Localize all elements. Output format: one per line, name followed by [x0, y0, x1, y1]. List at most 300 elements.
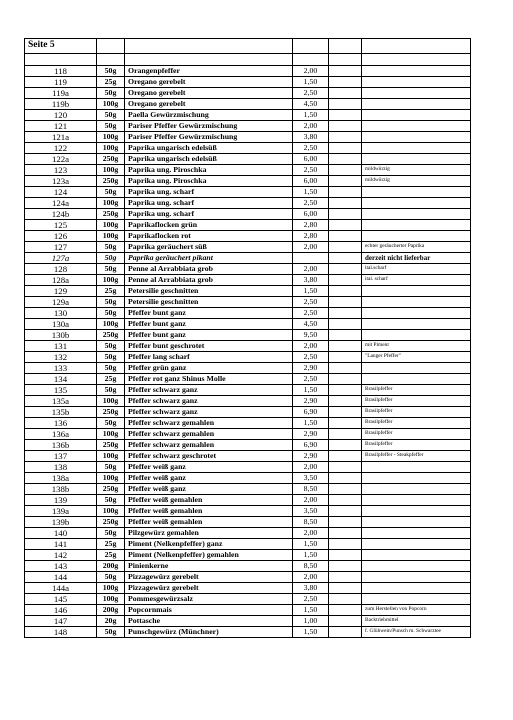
note-cell	[362, 187, 471, 198]
item-number-cell: 127	[25, 242, 97, 253]
table-row	[25, 352, 471, 363]
empty-cell	[329, 374, 362, 385]
price-cell: 1,50	[293, 187, 329, 198]
empty-cell	[329, 462, 362, 473]
table-row	[25, 297, 471, 308]
empty-cell	[329, 330, 362, 341]
item-number-cell: 122a	[25, 154, 97, 165]
price-cell: 3,80	[293, 583, 329, 594]
price-cell: 2,50	[293, 165, 329, 176]
price-cell: 2,50	[293, 88, 329, 99]
amount-cell: 50g	[97, 418, 125, 429]
amount-cell: 50g	[97, 297, 125, 308]
amount-cell: 100g	[97, 165, 125, 176]
empty-cell	[329, 319, 362, 330]
amount-cell: 20g	[97, 616, 125, 627]
price-cell: 4,50	[293, 99, 329, 110]
note-cell	[362, 319, 471, 330]
note-cell	[362, 121, 471, 132]
note-cell: Brasilpfeffer	[362, 429, 471, 440]
item-number-cell: 144a	[25, 583, 97, 594]
product-name-cell: Paprika geräuchert pikant	[125, 253, 293, 264]
price-cell: 2,00	[293, 528, 329, 539]
empty-cell	[329, 506, 362, 517]
table-row	[25, 495, 471, 506]
price-cell: 1,50	[293, 385, 329, 396]
note-cell: ital. scharf	[362, 275, 471, 286]
note-cell: zum Herstellen von Popcorn	[362, 605, 471, 616]
note-cell	[362, 462, 471, 473]
item-number-cell: 144	[25, 572, 97, 583]
amount-cell: 100g	[97, 396, 125, 407]
amount-cell: 200g	[97, 605, 125, 616]
product-name-cell: Piment (Nelkenpfeffer) gemahlen	[125, 550, 293, 561]
table-row	[25, 209, 471, 220]
amount-cell: 50g	[97, 627, 125, 638]
table-row	[25, 121, 471, 132]
product-name-cell: Pfeffer schwarz ganz	[125, 407, 293, 418]
empty-cell	[329, 66, 362, 77]
empty-cell	[329, 231, 362, 242]
note-cell	[362, 330, 471, 341]
amount-cell: 50g	[97, 88, 125, 99]
amount-cell: 50g	[97, 572, 125, 583]
empty-cell	[329, 121, 362, 132]
amount-cell: 100g	[97, 198, 125, 209]
table-row	[25, 572, 471, 583]
price-cell: 2,80	[293, 220, 329, 231]
price-cell: 2,50	[293, 297, 329, 308]
amount-cell: 100g	[97, 319, 125, 330]
product-name-cell: Pfeffer schwarz geschrotet	[125, 451, 293, 462]
table-row	[25, 330, 471, 341]
empty-cell	[329, 286, 362, 297]
empty-cell	[329, 528, 362, 539]
product-name-cell: Pfeffer bunt ganz	[125, 330, 293, 341]
product-name-cell: Pariser Pfeffer Gewürzmischung	[125, 121, 293, 132]
product-name-cell: Paprikaflocken rot	[125, 231, 293, 242]
product-name-cell: Pfeffer schwarz ganz	[125, 396, 293, 407]
table-row	[25, 396, 471, 407]
amount-cell: 50g	[97, 363, 125, 374]
amount-cell: 50g	[97, 253, 125, 264]
table-row	[25, 440, 471, 451]
price-cell: 1,50	[293, 605, 329, 616]
amount-cell: 100g	[97, 275, 125, 286]
amount-cell: 250g	[97, 176, 125, 187]
item-number-cell: 138a	[25, 473, 97, 484]
amount-cell: 50g	[97, 385, 125, 396]
note-cell	[362, 77, 471, 88]
price-cell: 8,50	[293, 517, 329, 528]
product-name-cell: Paprika ungarisch edelsüß	[125, 143, 293, 154]
table-row	[25, 165, 471, 176]
price-cell: 9,50	[293, 330, 329, 341]
price-cell: 2,90	[293, 363, 329, 374]
item-number-cell: 136	[25, 418, 97, 429]
item-number-cell: 130b	[25, 330, 97, 341]
item-number-cell: 131	[25, 341, 97, 352]
product-name-cell: Pfeffer bunt geschrotet	[125, 341, 293, 352]
table-row	[25, 275, 471, 286]
amount-cell: 25g	[97, 286, 125, 297]
product-name-cell: Paprika ung. Piroschka	[125, 165, 293, 176]
amount-cell: 25g	[97, 374, 125, 385]
item-number-cell: 130	[25, 308, 97, 319]
table-row	[25, 363, 471, 374]
price-cell: 1,50	[293, 539, 329, 550]
product-name-cell: Paprika ung. scharf	[125, 209, 293, 220]
empty-cell	[329, 352, 362, 363]
product-name-cell: Pizzagewürz gerebelt	[125, 572, 293, 583]
amount-cell: 200g	[97, 561, 125, 572]
item-number-cell: 135b	[25, 407, 97, 418]
table-row	[25, 220, 471, 231]
price-cell: 2,00	[293, 495, 329, 506]
product-name-cell: Paprika ung. scharf	[125, 198, 293, 209]
item-number-cell: 121	[25, 121, 97, 132]
note-cell: derzeit nicht lieferbar	[362, 253, 471, 264]
amount-cell: 50g	[97, 308, 125, 319]
table-row	[25, 616, 471, 627]
product-name-cell: Pfeffer weiß ganz	[125, 473, 293, 484]
empty-cell	[329, 572, 362, 583]
note-cell: Brasilpfeffer	[362, 407, 471, 418]
note-cell	[362, 473, 471, 484]
note-cell	[362, 550, 471, 561]
note-cell	[362, 374, 471, 385]
header-cell	[362, 39, 471, 54]
note-cell	[362, 495, 471, 506]
product-name-cell: Penne al Arrabbiata grob	[125, 264, 293, 275]
note-cell: mildwürzig	[362, 176, 471, 187]
empty-cell	[329, 341, 362, 352]
note-cell	[362, 198, 471, 209]
item-number-cell: 136a	[25, 429, 97, 440]
item-number-cell: 119a	[25, 88, 97, 99]
note-cell: Brasilpfeffer	[362, 418, 471, 429]
empty-cell	[329, 77, 362, 88]
product-name-cell: Pfeffer weiß gemahlen	[125, 517, 293, 528]
price-cell: 2,50	[293, 308, 329, 319]
empty-cell	[329, 517, 362, 528]
empty-cell	[329, 627, 362, 638]
item-number-cell: 121a	[25, 132, 97, 143]
amount-cell: 100g	[97, 473, 125, 484]
note-cell	[362, 143, 471, 154]
product-name-cell: Pfeffer weiß ganz	[125, 462, 293, 473]
note-cell	[362, 594, 471, 605]
empty-cell	[329, 407, 362, 418]
item-number-cell: 119	[25, 77, 97, 88]
note-cell	[362, 154, 471, 165]
item-number-cell: 122	[25, 143, 97, 154]
amount-cell: 100g	[97, 583, 125, 594]
header-cell	[329, 39, 362, 54]
price-cell: 6,00	[293, 209, 329, 220]
item-number-cell: 130a	[25, 319, 97, 330]
table-row	[25, 110, 471, 121]
product-name-cell: Pfeffer rot ganz Shinus Molle	[125, 374, 293, 385]
table-row	[25, 594, 471, 605]
item-number-cell: 135a	[25, 396, 97, 407]
note-cell: Brasilpfeffer - Steakpfeffer	[362, 451, 471, 462]
empty-cell	[329, 616, 362, 627]
table-row	[25, 198, 471, 209]
empty-cell	[329, 451, 362, 462]
empty-cell	[329, 550, 362, 561]
item-number-cell: 128a	[25, 275, 97, 286]
table-row	[25, 528, 471, 539]
amount-cell: 25g	[97, 550, 125, 561]
empty-cell	[293, 54, 329, 66]
item-number-cell: 138b	[25, 484, 97, 495]
item-number-cell: 133	[25, 363, 97, 374]
table-row	[25, 231, 471, 242]
price-cell: 2,00	[293, 121, 329, 132]
amount-cell: 250g	[97, 440, 125, 451]
empty-cell	[329, 176, 362, 187]
item-number-cell: 148	[25, 627, 97, 638]
table-row	[25, 308, 471, 319]
price-cell: 2,50	[293, 352, 329, 363]
price-cell: 2,00	[293, 341, 329, 352]
header-cell	[97, 39, 125, 54]
item-number-cell: 123	[25, 165, 97, 176]
amount-cell: 50g	[97, 110, 125, 121]
amount-cell: 250g	[97, 209, 125, 220]
table-row	[25, 286, 471, 297]
product-name-cell: Pfeffer grün ganz	[125, 363, 293, 374]
price-list-sheet	[24, 38, 470, 638]
amount-cell: 50g	[97, 121, 125, 132]
product-name-cell: Pariser Pfeffer Gewürzmischung	[125, 132, 293, 143]
amount-cell: 100g	[97, 451, 125, 462]
table-row	[25, 429, 471, 440]
empty-cell	[329, 440, 362, 451]
amount-cell: 250g	[97, 154, 125, 165]
table-row	[25, 451, 471, 462]
empty-cell	[329, 363, 362, 374]
note-cell	[362, 220, 471, 231]
table-row	[25, 154, 471, 165]
table-row	[25, 517, 471, 528]
price-cell: 3,50	[293, 506, 329, 517]
empty-cell	[329, 561, 362, 572]
item-number-cell: 126	[25, 231, 97, 242]
amount-cell: 50g	[97, 66, 125, 77]
amount-cell: 50g	[97, 187, 125, 198]
empty-cell	[329, 605, 362, 616]
spacer-row	[25, 54, 471, 66]
note-cell	[362, 561, 471, 572]
product-name-cell: Pfeffer schwarz gemahlen	[125, 418, 293, 429]
price-cell: 1,50	[293, 77, 329, 88]
price-cell: 6,00	[293, 176, 329, 187]
item-number-cell: 138	[25, 462, 97, 473]
table-row	[25, 374, 471, 385]
note-cell	[362, 297, 471, 308]
empty-cell	[329, 583, 362, 594]
price-cell: 2,50	[293, 594, 329, 605]
price-cell: 2,00	[293, 572, 329, 583]
empty-cell	[362, 54, 471, 66]
table-row	[25, 77, 471, 88]
price-cell: 3,80	[293, 275, 329, 286]
header-row	[25, 39, 471, 54]
empty-cell	[125, 54, 293, 66]
note-cell: Brasilpfeffer	[362, 396, 471, 407]
empty-cell	[329, 495, 362, 506]
amount-cell: 25g	[97, 77, 125, 88]
product-name-cell: Pfeffer lang scharf	[125, 352, 293, 363]
price-cell: 2,90	[293, 451, 329, 462]
item-number-cell: 119b	[25, 99, 97, 110]
empty-cell	[329, 473, 362, 484]
amount-cell: 100g	[97, 594, 125, 605]
header-cell	[125, 39, 293, 54]
amount-cell: 100g	[97, 429, 125, 440]
table-row	[25, 341, 471, 352]
note-cell	[362, 209, 471, 220]
price-cell: 8,50	[293, 484, 329, 495]
table-row	[25, 407, 471, 418]
price-cell: 3,80	[293, 132, 329, 143]
price-cell: 2,50	[293, 374, 329, 385]
note-cell: Brasilpfeffer	[362, 440, 471, 451]
product-name-cell: Piment (Nelkenpfeffer) ganz	[125, 539, 293, 550]
empty-cell	[329, 385, 362, 396]
note-cell	[362, 517, 471, 528]
note-cell	[362, 583, 471, 594]
price-cell: 1,50	[293, 550, 329, 561]
product-name-cell: Pfeffer bunt ganz	[125, 308, 293, 319]
table-row	[25, 506, 471, 517]
item-number-cell: 128	[25, 264, 97, 275]
product-name-cell: Paprika ung. Piroschka	[125, 176, 293, 187]
table-row	[25, 627, 471, 638]
table-row	[25, 99, 471, 110]
table-row	[25, 605, 471, 616]
item-number-cell: 143	[25, 561, 97, 572]
table-row	[25, 385, 471, 396]
note-cell	[362, 66, 471, 77]
empty-cell	[329, 418, 362, 429]
empty-cell	[329, 242, 362, 253]
item-number-cell: 129a	[25, 297, 97, 308]
item-number-cell: 142	[25, 550, 97, 561]
note-cell	[362, 99, 471, 110]
price-cell: 2,90	[293, 429, 329, 440]
price-cell: 1,50	[293, 286, 329, 297]
product-name-cell: Pinienkerne	[125, 561, 293, 572]
table-row	[25, 561, 471, 572]
product-name-cell: Pfeffer weiß gemahlen	[125, 506, 293, 517]
amount-cell: 250g	[97, 517, 125, 528]
table-row	[25, 88, 471, 99]
product-name-cell: Popcornmais	[125, 605, 293, 616]
product-name-cell: Pfeffer schwarz gemahlen	[125, 440, 293, 451]
note-cell	[362, 110, 471, 121]
amount-cell: 25g	[97, 539, 125, 550]
item-number-cell: 134	[25, 374, 97, 385]
note-cell: echter geräucherter Paprika	[362, 242, 471, 253]
price-cell: 2,90	[293, 396, 329, 407]
amount-cell: 250g	[97, 484, 125, 495]
empty-cell	[329, 429, 362, 440]
amount-cell: 100g	[97, 99, 125, 110]
note-cell	[362, 231, 471, 242]
note-cell: mit Piment	[362, 341, 471, 352]
product-name-cell: Orangenpfeffer	[125, 66, 293, 77]
price-cell: 6,90	[293, 407, 329, 418]
amount-cell: 50g	[97, 495, 125, 506]
item-number-cell: 118	[25, 66, 97, 77]
empty-cell	[329, 143, 362, 154]
item-number-cell: 147	[25, 616, 97, 627]
product-name-cell: Oregano gerebelt	[125, 77, 293, 88]
item-number-cell: 136b	[25, 440, 97, 451]
product-name-cell: Oregano gerebelt	[125, 99, 293, 110]
product-name-cell: Paprika geräuchert süß	[125, 242, 293, 253]
amount-cell: 50g	[97, 462, 125, 473]
price-cell: 1,00	[293, 616, 329, 627]
amount-cell: 100g	[97, 220, 125, 231]
item-number-cell: 139	[25, 495, 97, 506]
item-number-cell: 141	[25, 539, 97, 550]
amount-cell: 100g	[97, 506, 125, 517]
note-cell	[362, 88, 471, 99]
amount-cell: 50g	[97, 264, 125, 275]
table-row	[25, 583, 471, 594]
item-number-cell: 145	[25, 594, 97, 605]
table-row	[25, 319, 471, 330]
table-row	[25, 132, 471, 143]
amount-cell: 50g	[97, 352, 125, 363]
product-name-cell: Pfeffer weiß gemahlen	[125, 495, 293, 506]
note-cell: Backtriebmittel	[362, 616, 471, 627]
price-cell: 3,50	[293, 473, 329, 484]
empty-cell	[329, 297, 362, 308]
product-name-cell: Pfeffer bunt ganz	[125, 319, 293, 330]
note-cell: mildwürzig	[362, 165, 471, 176]
empty-cell	[329, 110, 362, 121]
table-row	[25, 66, 471, 77]
product-name-cell: Petersilie geschnitten	[125, 286, 293, 297]
header-cell	[293, 39, 329, 54]
product-name-cell: Paprika ung. scharf	[125, 187, 293, 198]
price-cell: 1,50	[293, 110, 329, 121]
empty-cell	[329, 539, 362, 550]
note-cell	[362, 132, 471, 143]
product-name-cell: Paprikaflocken grün	[125, 220, 293, 231]
empty-cell	[329, 220, 362, 231]
item-number-cell: 123a	[25, 176, 97, 187]
table-row	[25, 143, 471, 154]
empty-cell	[329, 88, 362, 99]
price-cell	[293, 253, 329, 264]
table-row	[25, 484, 471, 495]
note-cell	[362, 363, 471, 374]
table-row	[25, 253, 471, 264]
amount-cell: 250g	[97, 330, 125, 341]
empty-cell	[329, 396, 362, 407]
product-name-cell: Pilzgewürz gemahlen	[125, 528, 293, 539]
item-number-cell: 127a	[25, 253, 97, 264]
empty-cell	[97, 54, 125, 66]
product-name-cell: Petersilie geschnitten	[125, 297, 293, 308]
empty-cell	[329, 308, 362, 319]
